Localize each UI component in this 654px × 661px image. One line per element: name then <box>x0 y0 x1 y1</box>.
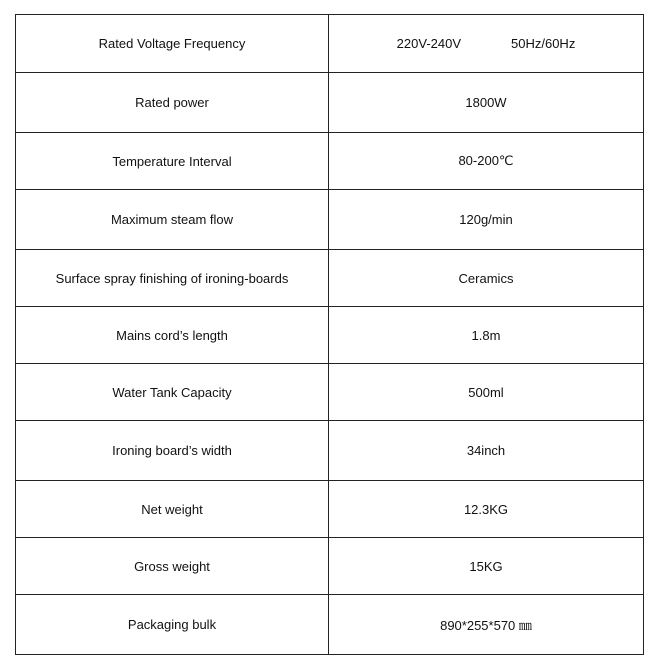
table-row <box>16 595 644 655</box>
spec-value: 500ml <box>329 364 644 421</box>
table-row <box>16 133 644 190</box>
spec-value: 890*255*570 ㎜ <box>329 595 644 655</box>
table-row <box>16 538 644 595</box>
spec-label: Ironing board’s width <box>16 421 329 481</box>
spec-value: 34inch <box>329 421 644 481</box>
spec-label: Gross weight <box>16 538 329 595</box>
spec-value: 120g/min <box>329 190 644 250</box>
table-row <box>16 15 644 73</box>
spec-value: 15KG <box>329 538 644 595</box>
spec-label: Water Tank Capacity <box>16 364 329 421</box>
table-row <box>16 250 644 307</box>
table-row <box>16 73 644 133</box>
table-row <box>16 481 644 538</box>
table-row <box>16 364 644 421</box>
spec-value: 1.8m <box>329 307 644 364</box>
spec-value: 12.3KG <box>329 481 644 538</box>
spec-label: Maximum steam flow <box>16 190 329 250</box>
specification-table <box>15 14 644 655</box>
voltage-value: 220V-240V <box>396 36 462 51</box>
spec-label: Rated power <box>16 73 329 133</box>
spec-label: Net weight <box>16 481 329 538</box>
table-row <box>16 190 644 250</box>
spec-label: Surface spray finishing of ironing-boards <box>16 250 329 307</box>
spec-label: Mains cord’s length <box>16 307 329 364</box>
spec-label: Packaging bulk <box>16 595 329 655</box>
table-row <box>16 307 644 364</box>
table-row <box>16 421 644 481</box>
spec-value: 1800W <box>329 73 644 133</box>
spec-value <box>329 15 644 73</box>
spec-label: Temperature Interval <box>16 133 329 190</box>
spec-value: Ceramics <box>329 250 644 307</box>
spec-value: 80-200℃ <box>329 133 644 190</box>
frequency-value: 50Hz/60Hz <box>511 36 576 51</box>
spec-label: Rated Voltage Frequency <box>16 15 329 73</box>
